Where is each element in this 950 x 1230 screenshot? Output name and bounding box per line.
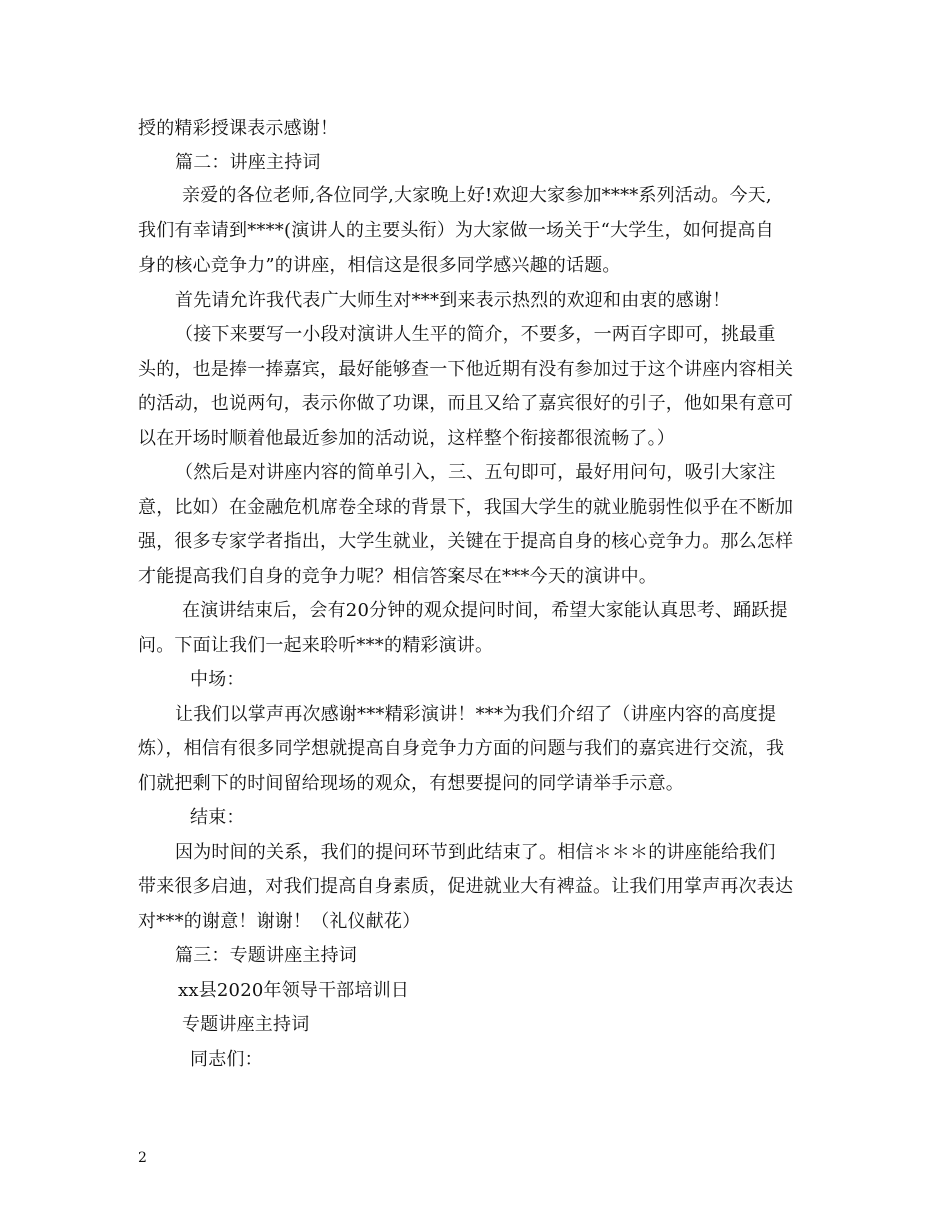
text-line: 带来很多启迪，对我们提高自身素质，促进就业大有裨益。让我们用掌声再次表达 [138,876,794,897]
text-line: 才能提高我们自身的竞争力呢？相信答案尽在***今天的演讲中。 [138,566,657,587]
text-line: （然后是对讲座内容的简单引入，三、五句即可，最好用问句，吸引大家注 [175,462,776,483]
text-line: 强，很多专家学者指出，大学生就业，关键在于提高自身的核心竞争力。那么怎样 [138,531,794,552]
text-line: 头的，也是捧一捧嘉宾，最好能够查一下他近期有没有参加过于这个讲座内容相关 [138,359,794,380]
text-line: 的活动，也说两句，表示你做了功课，而且又给了嘉宾很好的引子，他如果有意可 [138,393,794,414]
section-heading: 篇二：讲座主持词 [175,152,321,173]
section-heading: 篇三：专题讲座主持词 [175,945,357,966]
text-line: 炼），相信有很多同学想就提高自身竞争力方面的问题与我们的嘉宾进行交流，我 [138,738,785,759]
text-line: 身的核心竞争力”的讲座，相信这是很多同学感兴趣的话题。 [138,255,621,276]
section-label: 中场： [190,669,245,690]
text-line: 问。下面让我们一起来聆听***的精彩演讲。 [138,635,494,656]
text-line: 同志们： [190,1049,263,1070]
text-line: 在演讲结束后，会有20分钟的观众提问时间，希望大家能认真思考、踊跃提 [182,600,788,621]
text-line: 首先请允许我代表广大师生对***到来表示热烈的欢迎和由衷的感谢！ [175,290,731,311]
text-line: 让我们以掌声再次感谢***精彩演讲！***为我们介绍了（讲座内容的高度提 [175,704,777,725]
text-line: xx县2020年领导干部培训日 [178,980,410,1001]
section-label: 结束： [190,807,245,828]
text-line: 亲爱的各位老师,各位同学,大家晚上好!欢迎大家参加****系列活动。今天, [182,185,772,206]
text-line: 授的精彩授课表示感谢！ [138,118,339,139]
text-line: 们就把剩下的时间留给现场的观众，有想要提问的同学请举手示意。 [138,773,684,794]
text-line: 意，比如）在金融危机席卷全球的背景下，我国大学生的就业脆弱性似乎在不断加 [138,497,794,518]
text-line: 专题讲座主持词 [182,1014,310,1035]
text-line: （接下来要写一小段对演讲人生平的简介，不要多，一两百字即可，挑最重 [175,324,776,345]
text-line: 以在开场时顺着他最近参加的活动说，这样整个衔接都很流畅了。） [138,428,675,449]
page-number: 2 [138,1150,147,1166]
text-line: 因为时间的关系，我们的提问环节到此结束了。相信＊＊＊的讲座能给我们 [175,842,776,863]
text-line: 对***的谢意！谢谢！（礼仪献花） [138,911,421,932]
text-line: 我们有幸请到****(演讲人的主要头衔）为大家做一场关于“大学生，如何提高自 [138,220,774,241]
